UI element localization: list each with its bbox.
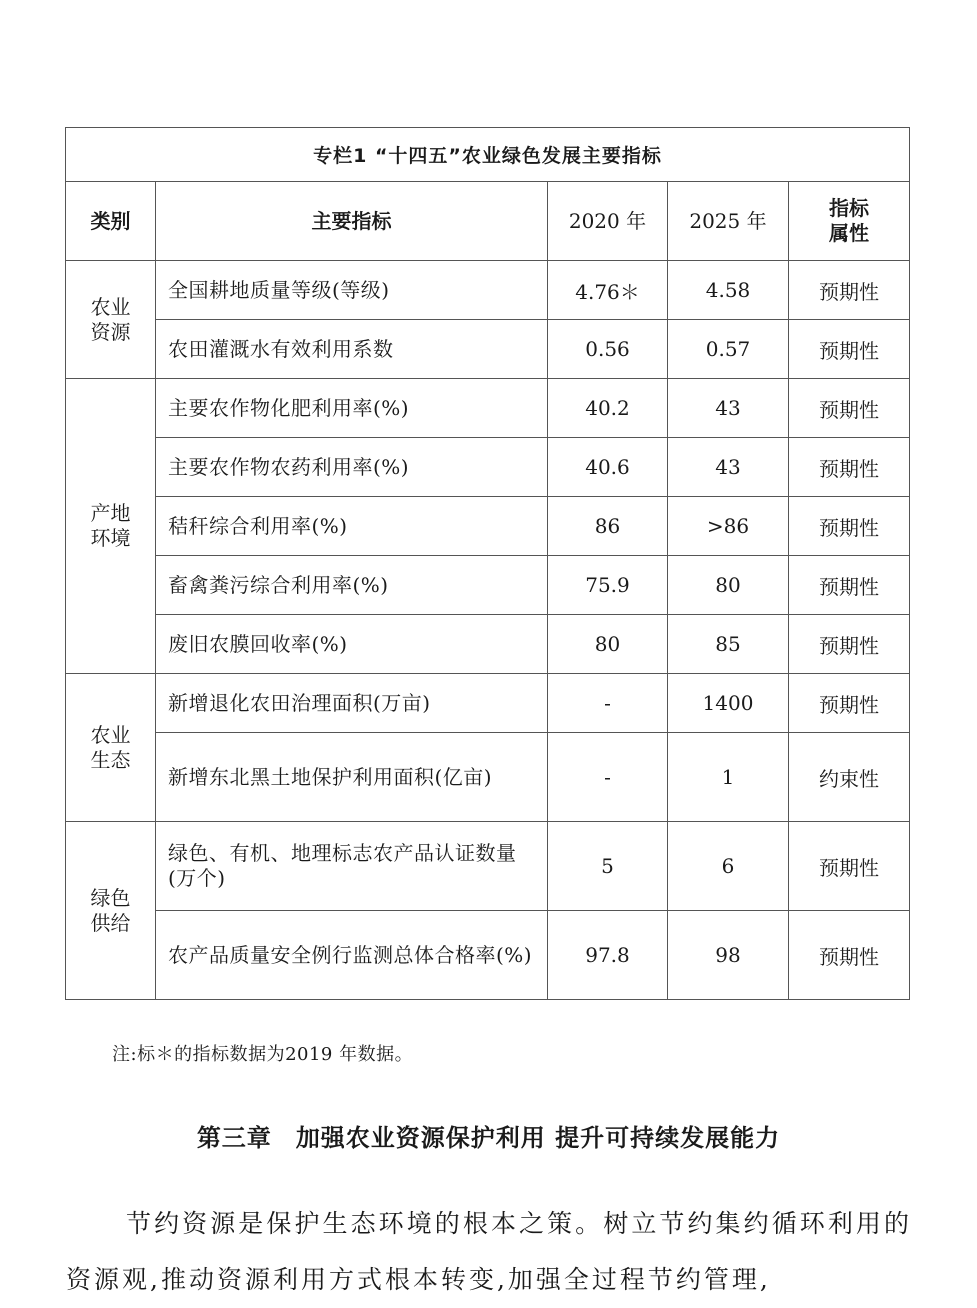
- value-2025-cell: 43: [668, 379, 789, 438]
- indicator-cell: 全国耕地质量等级(等级): [156, 261, 548, 320]
- value-2025-cell: 1: [668, 733, 789, 822]
- attribute-cell: 预期性: [789, 320, 910, 379]
- value-2020-cell: 86: [548, 497, 668, 556]
- value-2020-cell: 40.2: [548, 379, 668, 438]
- header-attribute-line2: 属性: [829, 221, 870, 245]
- value-2025-cell: 98: [668, 911, 789, 1000]
- table-row: [66, 911, 910, 1000]
- table-row: [66, 556, 910, 615]
- value-2020-cell: -: [548, 674, 668, 733]
- header-attribute-line1: 指标: [829, 196, 870, 220]
- category-line2: 生态: [90, 747, 131, 772]
- header-attribute: [789, 182, 910, 261]
- indicator-cell: 新增退化农田治理面积(万亩): [156, 674, 548, 733]
- indicator-table: [65, 127, 910, 1000]
- category-line1: 产地: [90, 501, 131, 525]
- category-line1: 农业: [90, 294, 131, 319]
- table-row: [66, 320, 910, 379]
- value-2025-cell: >86: [668, 497, 789, 556]
- attribute-cell: 预期性: [789, 379, 910, 438]
- category-line1: 农业: [90, 722, 131, 747]
- attribute-cell: 预期性: [789, 497, 910, 556]
- header-2020: 2020 年: [548, 182, 668, 261]
- table-row: [66, 379, 910, 438]
- table-row: [66, 822, 910, 911]
- category-cell: [66, 674, 156, 822]
- value-2020-cell: 5: [548, 822, 668, 911]
- value-2025-cell: 85: [668, 615, 789, 674]
- table-row: [66, 261, 910, 320]
- value-2025-cell: 1400: [668, 674, 789, 733]
- indicator-cell: 主要农作物化肥利用率(%): [156, 379, 548, 438]
- attribute-cell: 预期性: [789, 438, 910, 497]
- value-2025-cell: 80: [668, 556, 789, 615]
- header-indicator: 主要指标: [156, 182, 548, 261]
- table-row: [66, 438, 910, 497]
- attribute-cell: 预期性: [789, 911, 910, 1000]
- table-header-row: [66, 182, 910, 261]
- category-line2: 资源: [90, 319, 131, 344]
- value-2020-cell: 75.9: [548, 556, 668, 615]
- value-2020-cell: 40.6: [548, 438, 668, 497]
- indicator-cell: 主要农作物农药利用率(%): [156, 438, 548, 497]
- header-2025: 2025 年: [668, 182, 789, 261]
- indicator-cell: 废旧农膜回收率(%): [156, 615, 548, 674]
- category-cell: [66, 261, 156, 379]
- category-line2: 供给: [90, 910, 131, 935]
- value-2020-cell: -: [548, 733, 668, 822]
- category-line1: 绿色: [90, 885, 131, 910]
- chapter-heading: [0, 1118, 977, 1153]
- indicator-cell: 新增东北黑土地保护利用面积(亿亩): [156, 733, 548, 822]
- attribute-cell: 预期性: [789, 615, 910, 674]
- value-2025-cell: 4.58: [668, 261, 789, 320]
- chapter-title: 加强农业资源保护利用 提升可持续发展能力: [295, 1124, 781, 1152]
- body-paragraph: 节约资源是保护生态环境的根本之策。树立节约集约循环利用的资源观,推动资源利用方式根本转变,加强全过程节约管理,: [66, 1209, 912, 1294]
- value-2025-cell: 43: [668, 438, 789, 497]
- value-2020-cell: 4.76＊: [548, 261, 668, 320]
- table-row: [66, 497, 910, 556]
- attribute-cell: 约束性: [789, 733, 910, 822]
- attribute-cell: 预期性: [789, 261, 910, 320]
- attribute-cell: 预期性: [789, 822, 910, 911]
- chapter-number: 第三章: [196, 1124, 272, 1152]
- table-note: 注:标＊的指标数据为2019 年数据。: [112, 1044, 414, 1065]
- table-row: [66, 674, 910, 733]
- table-row: [66, 733, 910, 822]
- attribute-cell: 预期性: [789, 556, 910, 615]
- indicator-cell: 农田灌溉水有效利用系数: [156, 320, 548, 379]
- value-2020-cell: 80: [548, 615, 668, 674]
- category-cell: [66, 822, 156, 1000]
- indicator-cell: 秸秆综合利用率(%): [156, 497, 548, 556]
- indicator-cell: 农产品质量安全例行监测总体合格率(%): [156, 911, 548, 1000]
- indicator-cell: 畜禽粪污综合利用率(%): [156, 556, 548, 615]
- attribute-cell: 预期性: [789, 674, 910, 733]
- value-2020-cell: 97.8: [548, 911, 668, 1000]
- category-cell: [66, 379, 156, 674]
- table-caption-row: [66, 128, 910, 182]
- header-category: 类别: [66, 182, 156, 261]
- indicator-cell: 绿色、有机、地理标志农产品认证数量(万个): [156, 822, 548, 911]
- value-2025-cell: 0.57: [668, 320, 789, 379]
- table-caption: 专栏1 “十四五”农业绿色发展主要指标: [66, 128, 910, 182]
- category-line2: 环境: [90, 526, 131, 550]
- value-2025-cell: 6: [668, 822, 789, 911]
- table-row: [66, 615, 910, 674]
- value-2020-cell: 0.56: [548, 320, 668, 379]
